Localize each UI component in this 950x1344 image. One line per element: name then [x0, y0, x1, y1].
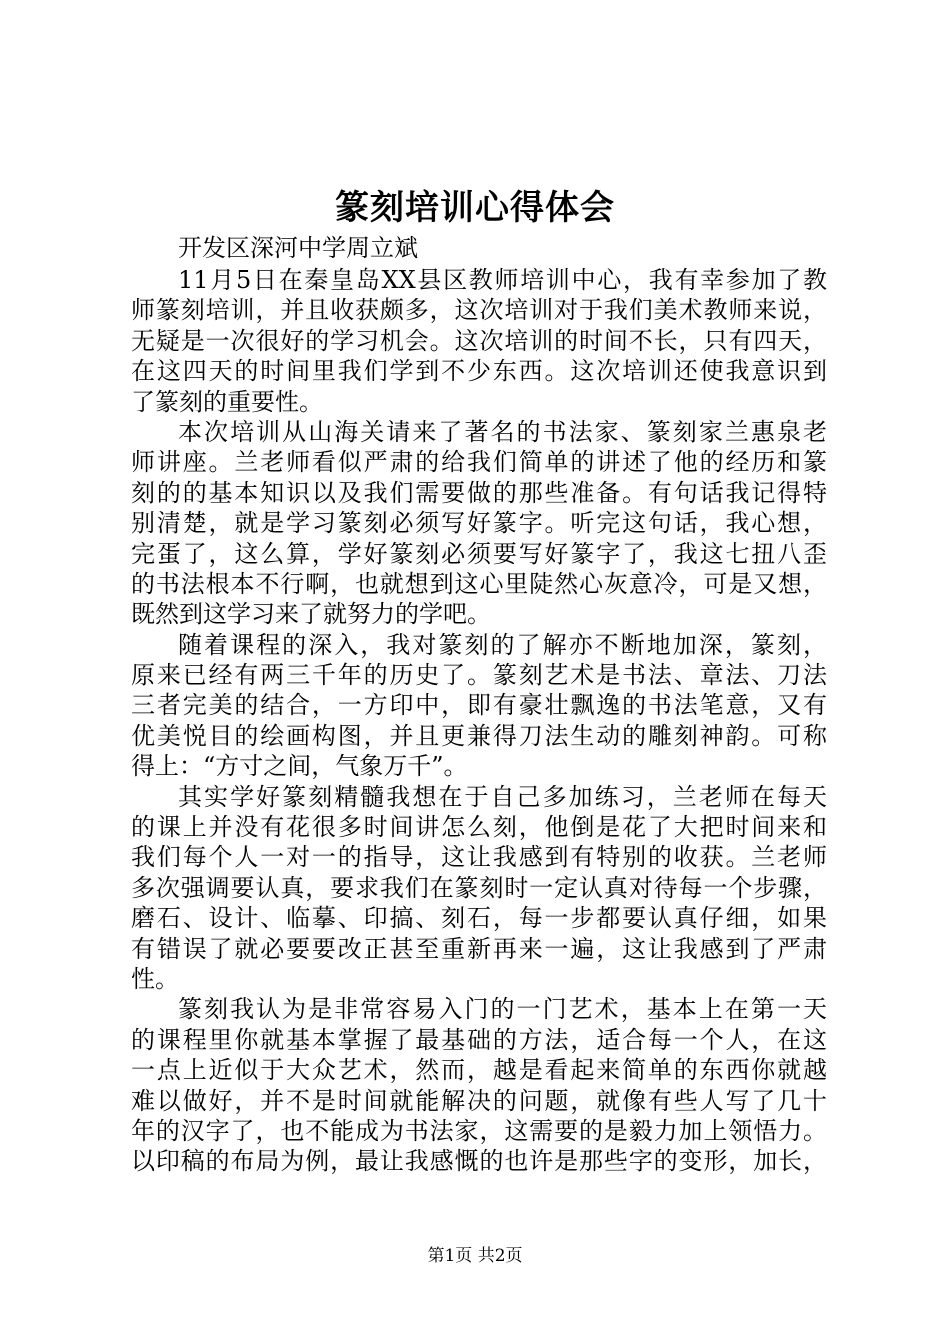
text-line: 刻的的基本知识以及我们需要做的那些准备。有句话我记得特 — [131, 478, 827, 507]
text-line: 三者完美的结合，一方印中，即有豪壮飘逸的书法笔意，又有 — [131, 691, 827, 720]
text-line: 原来已经有两三千年的历史了。篆刻艺术是书法、章法、刀法 — [131, 661, 827, 690]
text-line: 优美悦目的绘画构图，并且更兼得刀法生动的雕刻神韵。可称 — [131, 721, 827, 750]
text-line: 年的汉字了，也不能成为书法家，这需要的是毅力加上领悟力。 — [131, 1116, 827, 1145]
document-title: 篆刻培训心得体会 — [335, 188, 615, 228]
text-line: 别清楚，就是学习篆刻必须写好篆字。听完这句话，我心想， — [131, 509, 827, 538]
text-line: 的课上并没有花很多时间讲怎么刻，他倒是花了大把时间来和 — [131, 813, 827, 842]
text-line: 我们每个人一对一的指导，这让我感到有特别的收获。兰老师 — [131, 843, 827, 872]
text-line: 的书法根本不行啊，也就想到这心里陡然心灰意冷，可是又想， — [131, 569, 827, 598]
text-line: 性。 — [131, 964, 179, 993]
text-line: 难以做好，并不是时间就能解决的问题，就像有些人写了几十 — [131, 1086, 827, 1115]
text-line: 篆刻我认为是非常容易入门的一门艺术，基本上在第一天 — [178, 995, 827, 1024]
text-line: 完蛋了，这么算，学好篆刻必须要写好篆字了，我这七扭八歪 — [131, 539, 827, 568]
text-line: 其实学好篆刻精髓我想在于自己多加练习，兰老师在每天 — [178, 782, 827, 811]
text-line: 无疑是一次很好的学习机会。这次培训的时间不长，只有四天， — [131, 326, 827, 355]
text-line: 有错误了就必要要改正甚至重新再来一遍，这让我感到了严肃 — [131, 934, 827, 963]
text-line: 了篆刻的重要性。 — [131, 387, 323, 416]
document-body — [131, 265, 827, 1177]
text-line: 随着课程的深入，我对篆刻的了解亦不断地加深，篆刻， — [178, 630, 827, 659]
text-line: 的课程里你就基本掌握了最基础的方法，适合每一个人，在这 — [131, 1025, 827, 1054]
text-line: 得上：“方寸之间，气象万千”。 — [131, 752, 468, 781]
text-line: 师讲座。兰老师看似严肃的给我们简单的讲述了他的经历和篆 — [131, 448, 827, 477]
text-line: 既然到这学习来了就努力的学吧。 — [131, 600, 491, 629]
text-line: 一点上近似于大众艺术，然而，越是看起来简单的东西你就越 — [131, 1056, 827, 1085]
author-line: 开发区深河中学周立斌 — [178, 234, 418, 262]
text-line: 在这四天的时间里我们学到不少东西。这次培训还使我意识到 — [131, 357, 827, 386]
page-footer: 第1页 共2页 — [427, 1246, 523, 1266]
text-line: 磨石、设计、临摹、印搞、刻石，每一步都要认真仔细，如果 — [131, 904, 827, 933]
text-line: 师篆刻培训，并且收获颇多，这次培训对于我们美术教师来说， — [131, 296, 827, 325]
text-line: 11月5日在秦皇岛XX县区教师培训中心，我有幸参加了教 — [178, 266, 827, 294]
text-line: 以印稿的布局为例，最让我感慨的也许是那些字的变形，加长， — [131, 1147, 827, 1176]
text-line: 多次强调要认真，要求我们在篆刻时一定认真对待每一个步骤， — [131, 873, 827, 902]
text-line: 本次培训从山海关请来了著名的书法家、篆刻家兰惠泉老 — [178, 417, 827, 446]
